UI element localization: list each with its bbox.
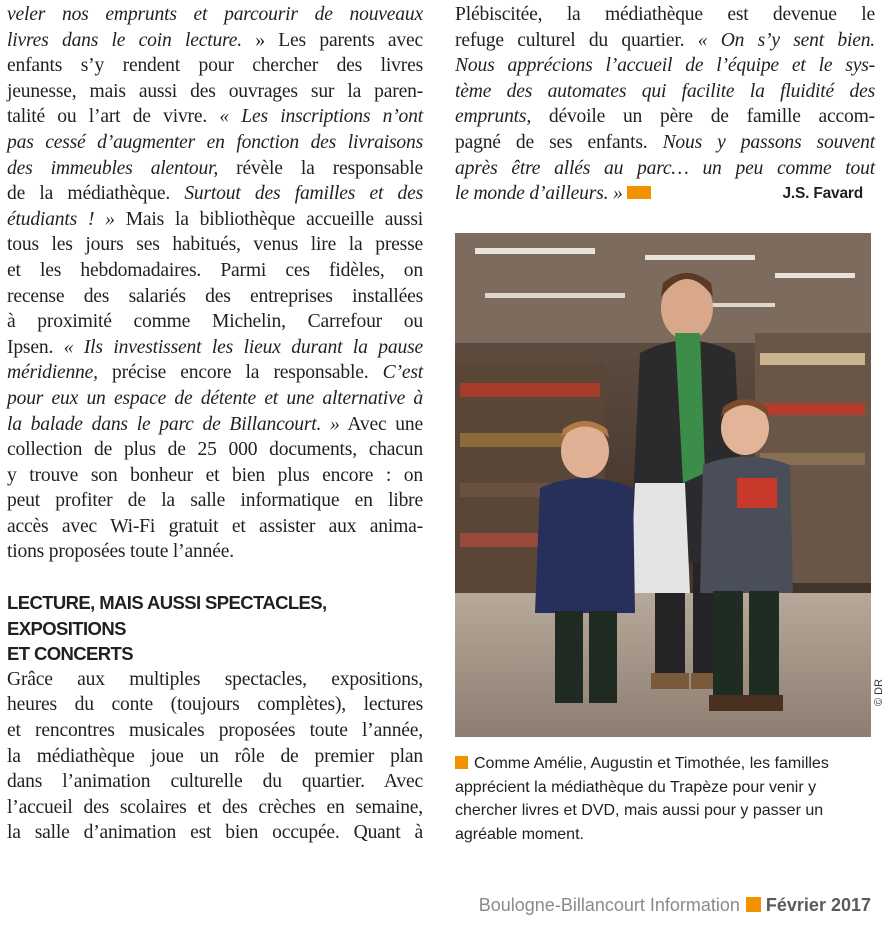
quote-segment: « Ils investissent les lieux durant la pause — [63, 336, 423, 358]
left-paragraph — [7, 2, 423, 565]
text-line — [7, 769, 423, 795]
text-line — [7, 412, 423, 438]
quote-segment: « On s’y sent bien. — [697, 29, 875, 51]
text-segment: dévoile un père de famille accom- — [531, 106, 875, 128]
text-segment: Plébiscitée, la médiathèque est devenue le — [455, 4, 875, 25]
text-segment: Mais la bibliothèque accueille aussi — [114, 208, 423, 230]
text-segment: peut profiter de la salle informatique en libre — [7, 490, 423, 512]
closing-quote: le monde d’ailleurs. » — [455, 183, 623, 205]
quote-segment: veler nos emprunts et parcourir de nouveaux — [7, 4, 423, 25]
text-line — [7, 744, 423, 770]
quote-segment: pour eux un espace de détente et une alternative à — [7, 387, 423, 409]
text-segment: Grâce aux multiples spectacles, expositions, — [7, 668, 423, 690]
text-segment: et rencontres musicales proposées toute l’année, — [7, 720, 423, 742]
text-segment: révèle la responsable — [218, 157, 423, 179]
issue-date: Février 2017 — [765, 895, 871, 915]
end-mark-icon — [627, 186, 651, 199]
text-segment: et les hebdomadaires. Parmi ces fidèles, on — [7, 259, 423, 281]
text-segment: Ipsen. — [7, 336, 64, 358]
text-line — [7, 718, 423, 744]
left-paragraph-2 — [7, 667, 423, 846]
text-line — [7, 258, 423, 284]
article-photo — [455, 233, 871, 737]
text-line — [7, 488, 423, 514]
author-signature: J.S. Favard — [782, 185, 863, 203]
caption-text: Comme Amélie, Augustin et Timothée, les familles apprécient la médiathèque du Trapèze pour venir y chercher livres et DVD, mais aussi pour y passer un agréable moment. — [455, 755, 829, 843]
text-line — [7, 28, 423, 54]
text-segment: tions proposées toute l’année. — [7, 541, 234, 563]
text-line — [7, 514, 423, 540]
text-segment: collection de plus de 25 000 documents, chacun — [7, 439, 423, 461]
text-line — [455, 79, 875, 105]
text-line — [7, 692, 423, 718]
text-segment: » Les parents avec — [241, 29, 423, 51]
text-segment: la médiathèque joue un rôle de premier plan — [7, 745, 423, 767]
text-segment: précise encore la responsable. — [97, 362, 383, 384]
text-line — [7, 360, 423, 386]
text-line — [7, 820, 423, 846]
right-paragraph — [455, 2, 875, 181]
text-segment: dans l’animation culturelle du quartier. Avec — [7, 771, 423, 793]
page-footer — [479, 895, 871, 916]
text-line — [7, 284, 423, 310]
text-line — [455, 53, 875, 79]
text-line — [7, 232, 423, 258]
text-segment: pagné de ses enfants. — [455, 131, 663, 153]
text-segment: talité ou l’art de vivre. — [7, 106, 220, 128]
section-heading — [7, 590, 423, 667]
text-line — [7, 2, 423, 28]
text-segment: la salle d’animation est bien occupée. Quant à — [7, 822, 423, 844]
quote-segment: étudiants ! » — [7, 208, 115, 230]
text-line — [455, 104, 875, 130]
quote-segment: la balade dans le parc de Billancourt. » — [7, 413, 340, 435]
text-line — [7, 667, 423, 693]
text-segment: de la médiathèque. — [7, 183, 185, 205]
quote-segment: emprunts, — [455, 106, 532, 128]
quote-segment: C’est — [382, 362, 423, 384]
text-line — [455, 2, 875, 28]
quote-segment: Surtout des familles et des — [184, 183, 423, 205]
quote-segment: après être allés au parc… un peu comme tout — [455, 157, 875, 179]
text-line — [7, 437, 423, 463]
text-line — [7, 53, 423, 79]
text-line — [7, 463, 423, 489]
quote-segment: Nous apprécions l’accueil de l’équipe et le sys- — [455, 55, 875, 77]
photo-caption — [455, 752, 875, 846]
text-line — [455, 130, 875, 156]
quote-segment: livres dans le coin lecture. — [7, 29, 242, 51]
publication-name: Boulogne-Billancourt Information — [478, 895, 740, 915]
text-line — [7, 795, 423, 821]
text-segment: enfants s’y rendent pour chercher des livres — [7, 55, 423, 77]
left-column — [7, 2, 423, 846]
text-line — [7, 386, 423, 412]
text-segment: à proximité comme Michelin, Carrefour ou — [7, 311, 423, 333]
family-photo-illustration — [455, 233, 871, 737]
text-line — [7, 207, 423, 233]
quote-segment: Nous y passons souvent — [662, 131, 875, 153]
text-line — [7, 104, 423, 130]
text-segment: jeunesse, mais aussi des ouvrages sur la paren- — [7, 80, 423, 102]
quote-segment: tème des automates qui facilite la fluidité des — [455, 80, 875, 102]
text-segment: heures du conte (toujours complètes), lectures — [7, 694, 423, 716]
text-line — [7, 156, 423, 182]
closing-line — [455, 181, 875, 207]
quote-segment: méridienne, — [7, 362, 98, 384]
text-line — [455, 156, 875, 182]
text-line — [7, 181, 423, 207]
text-line — [7, 539, 423, 565]
right-column — [455, 2, 875, 207]
footer-marker-icon — [746, 897, 761, 912]
text-line — [7, 309, 423, 335]
text-line — [7, 335, 423, 361]
text-line — [7, 130, 423, 156]
photo-credit: © DR — [873, 678, 885, 706]
text-segment: Avec une — [339, 413, 423, 435]
quote-segment: « Les inscriptions n’ont — [219, 106, 423, 128]
quote-segment: pas cessé d’augmenter en fonction des livraisons — [7, 131, 423, 153]
text-line — [455, 28, 875, 54]
text-segment: tous les jours ses habitués, venus lire la presse — [7, 234, 423, 256]
text-segment: recense des salariés des entreprises installées — [7, 285, 423, 307]
text-segment: accès avec Wi-Fi gratuit et assister aux anima- — [7, 515, 423, 537]
text-segment: refuge culturel du quartier. — [455, 29, 698, 51]
text-segment: y trouve son bonheur et bien plus encore : on — [7, 464, 423, 486]
section-heading-line-2: ET CONCERTS — [7, 643, 133, 665]
section-heading-line-1: LECTURE, MAIS AUSSI SPECTACLES, EXPOSITIONS — [7, 592, 327, 639]
text-line — [7, 79, 423, 105]
quote-segment: des immeubles alentour, — [7, 157, 219, 179]
text-segment: l’accueil des scolaires et des crèches en semaine, — [7, 796, 423, 818]
caption-marker-icon — [455, 756, 468, 769]
